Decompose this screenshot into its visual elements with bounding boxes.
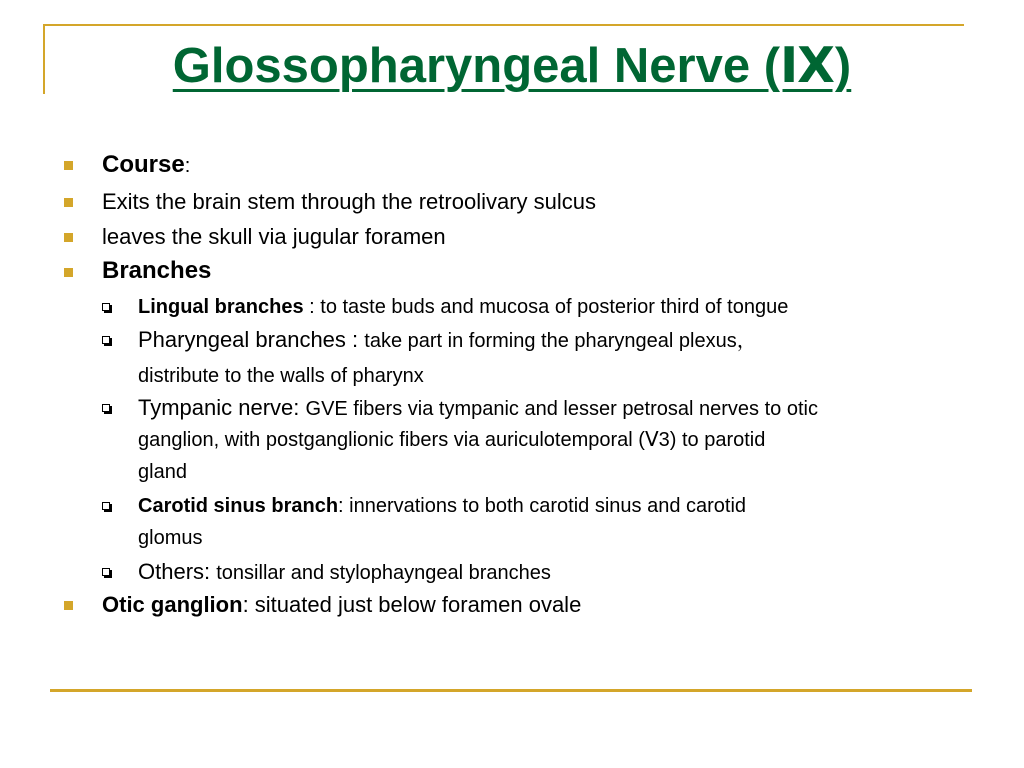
tympanic-line1: GVE fibers via tympanic and lesser petrosal nerves to otic (305, 398, 818, 420)
slide-title (0, 38, 1024, 94)
footer-rule (50, 689, 972, 692)
tympanic-line3: gland (138, 461, 187, 483)
hollow-square-bullet-icon (102, 568, 110, 576)
tympanic-label: Tympanic nerve: (138, 395, 306, 420)
lingual-text: : to taste buds and mucosa of posterior third of tongue (303, 296, 789, 318)
branches-heading: Branches (102, 257, 212, 284)
slide-title-text: Glossopharyngeal Nerve (Ⅸ) (172, 39, 852, 93)
others-label: Others: (138, 559, 217, 584)
otic-text: : situated just below foramen ovale (242, 592, 582, 617)
hollow-square-bullet-icon (102, 502, 110, 510)
course-label: Course (102, 151, 185, 178)
square-bullet-icon (64, 233, 73, 242)
lingual-label: Lingual branches (138, 296, 304, 318)
hollow-square-bullet-icon (102, 303, 110, 311)
tympanic-line2: ganglion, with postganglionic fibers via auriculotemporal (Ⅴ3) to parotid (138, 429, 766, 451)
square-bullet-icon (64, 198, 73, 207)
hollow-square-bullet-icon (102, 404, 110, 412)
hollow-square-bullet-icon (102, 336, 110, 344)
carotid-label: Carotid sinus branch (138, 495, 339, 517)
exits-text: Exits the brain stem through the retroolivary sulcus (102, 189, 597, 214)
carotid-line1: : innervations to both carotid sinus and carotid (338, 495, 747, 517)
pharyngeal-label: Pharyngeal branches : (138, 327, 365, 352)
square-bullet-icon (64, 268, 73, 277)
square-bullet-icon (64, 601, 73, 610)
frame-top-rule (43, 24, 964, 26)
leaves-text: leaves the skull via jugular foramen (102, 224, 446, 249)
others-text: tonsillar and stylophayngeal branches (216, 562, 551, 584)
pharyngeal-line2: distribute to the walls of pharynx (138, 365, 424, 387)
otic-label: Otic ganglion (102, 592, 243, 617)
square-bullet-icon (64, 161, 73, 170)
course-colon: : (184, 155, 191, 177)
pharyngeal-line1: take part in forming the pharyngeal plexus， (364, 330, 757, 352)
carotid-line2: glomus (138, 527, 203, 549)
